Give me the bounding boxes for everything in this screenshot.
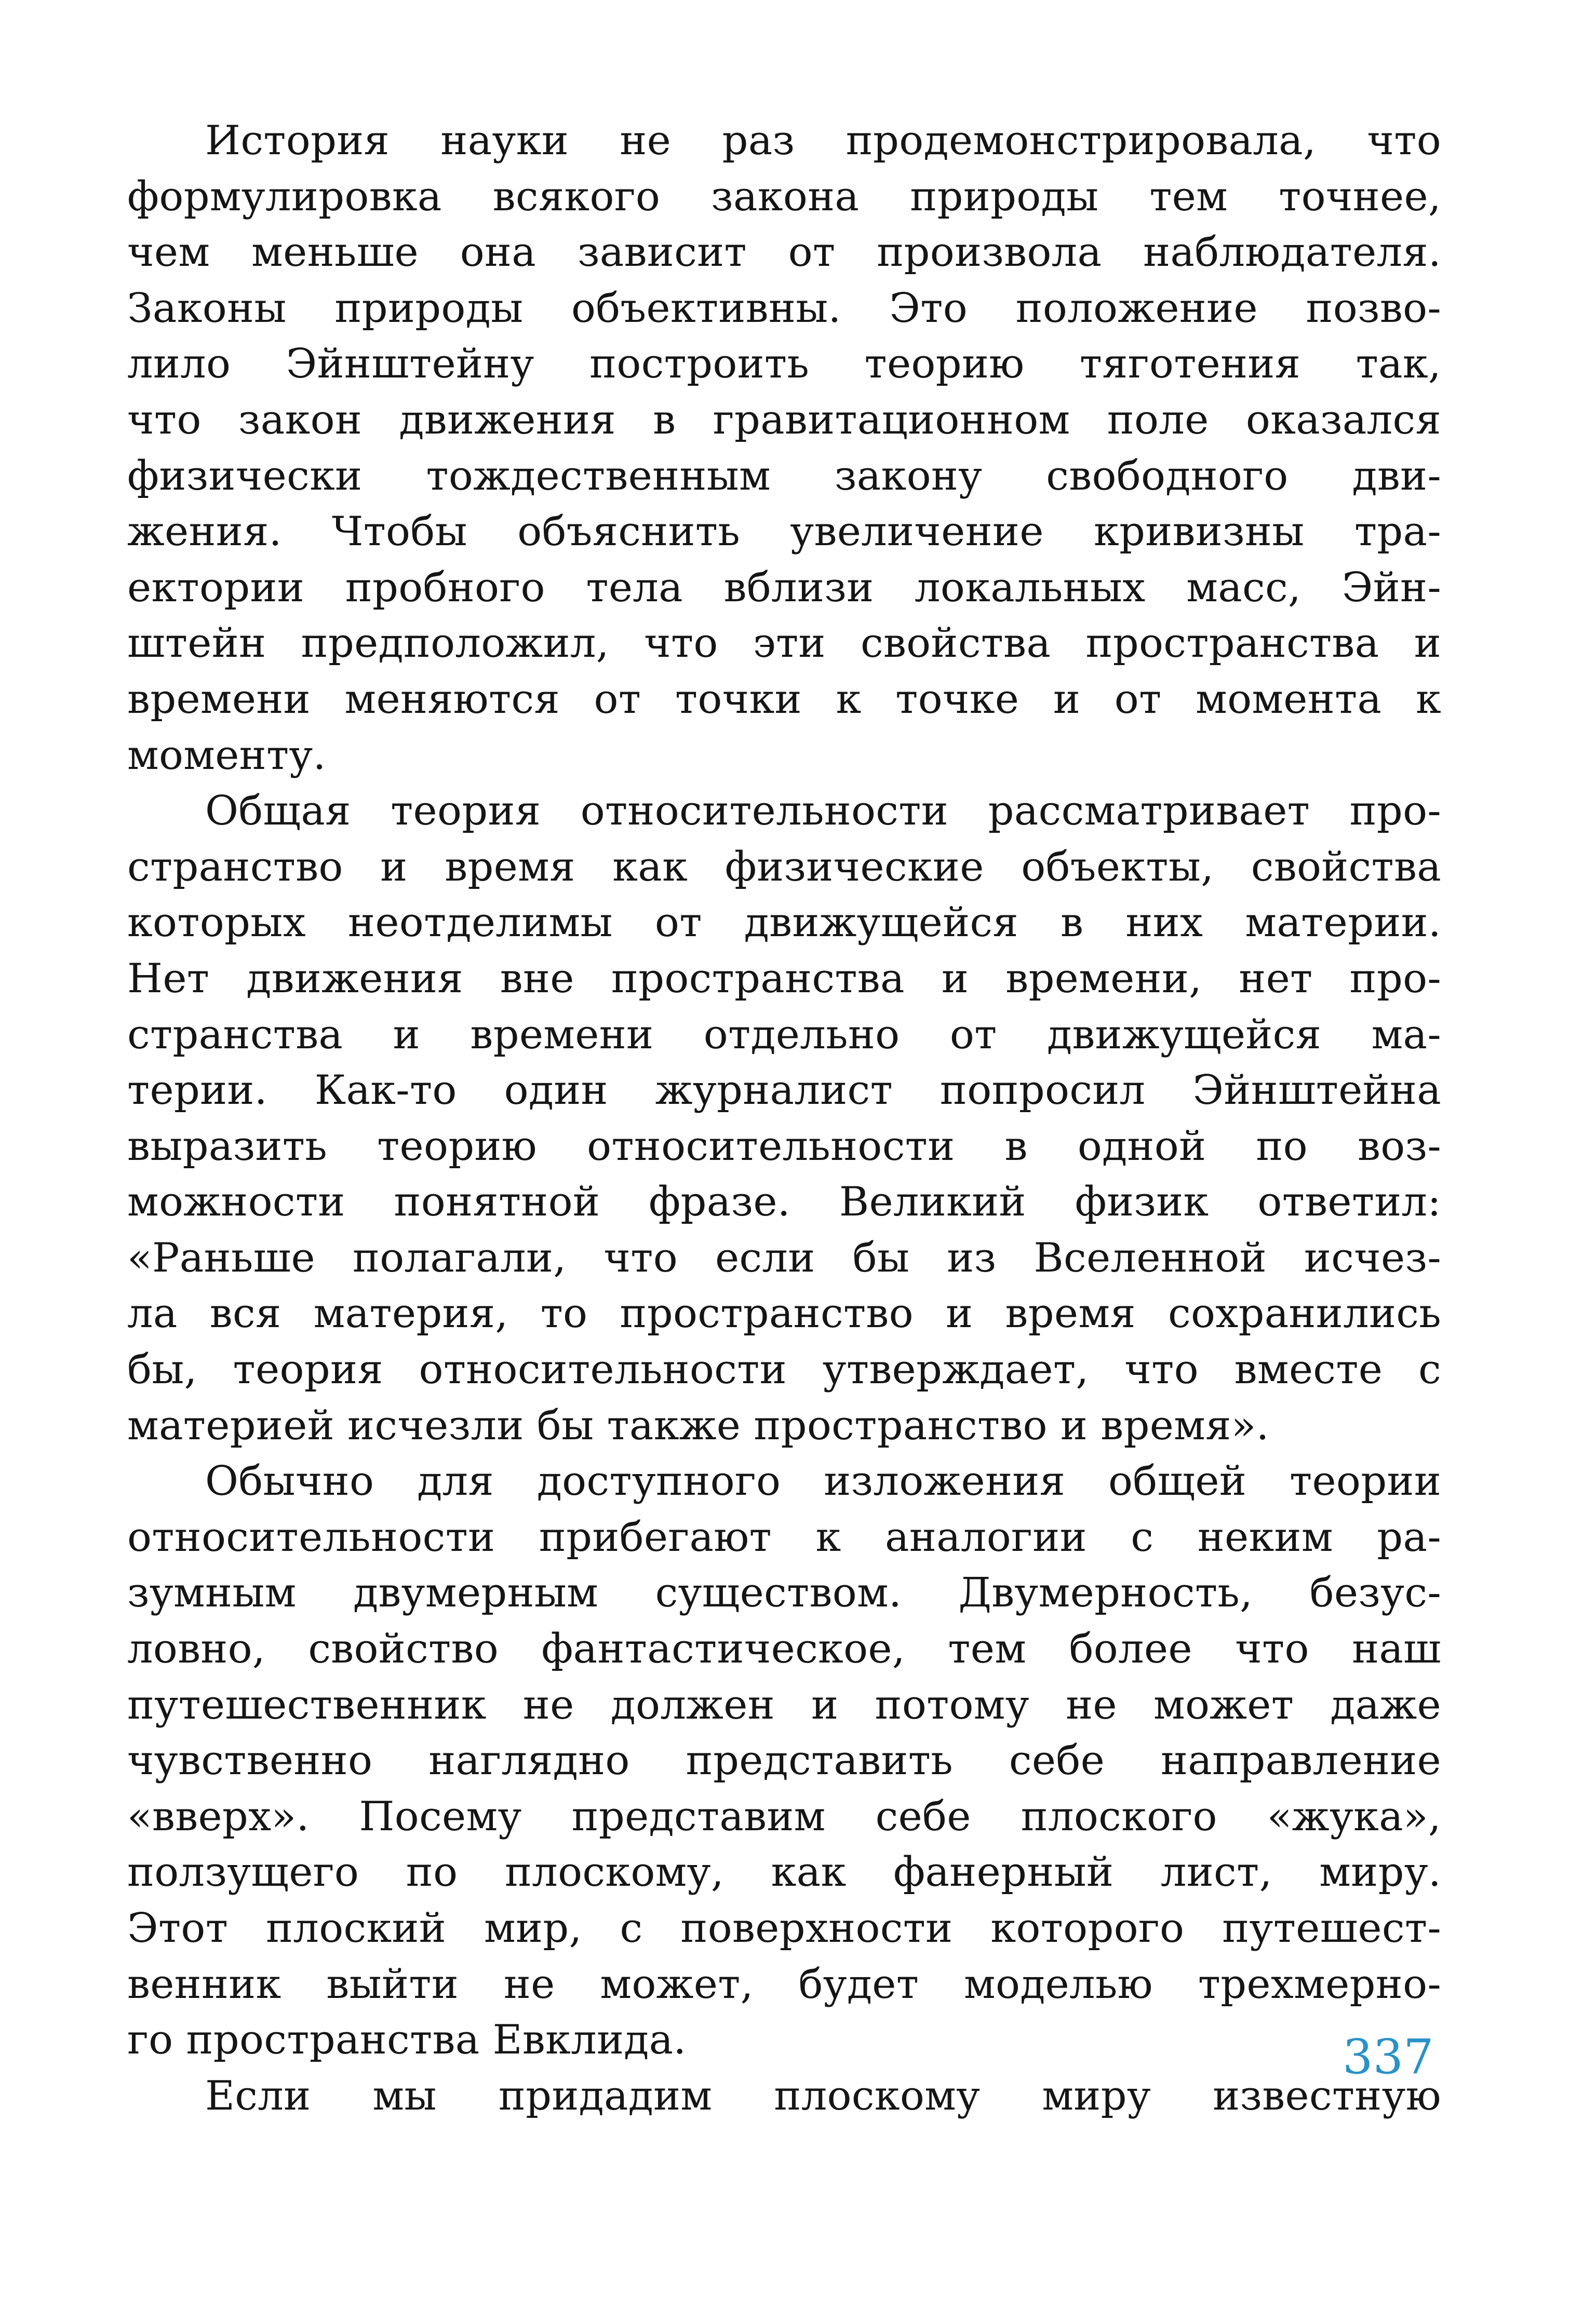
text-line: лило Эйнштейну построить теорию тяготения так, bbox=[127, 341, 1441, 388]
text-line: что закон движения в гравитационном поле оказался bbox=[127, 396, 1441, 443]
text-line: физически тождественным закону свободного дви- bbox=[127, 452, 1441, 499]
text-line: Законы природы объективны. Это положение позво- bbox=[127, 285, 1441, 332]
text-line: Если мы придадим плоскому миру известную bbox=[205, 2072, 1441, 2119]
text-line: жения. Чтобы объяснить увеличение кривизны тра- bbox=[127, 508, 1441, 556]
text-line: странство и время как физические объекты, свойства bbox=[127, 843, 1441, 890]
text-line: можности понятной фразе. Великий физик ответил: bbox=[127, 1179, 1441, 1226]
text-line: относительности прибегают к аналогии с неким ра- bbox=[127, 1514, 1441, 1561]
text-line: чувственно наглядно представить себе направление bbox=[127, 1737, 1441, 1785]
text-line: формулировка всякого закона природы тем точнее, bbox=[127, 173, 1441, 220]
text-line: штейн предположил, что эти свойства пространства и bbox=[127, 620, 1441, 667]
text-line: моменту. bbox=[127, 732, 326, 779]
text-line: терии. Как-то один журналист попросил Эйнштейна bbox=[127, 1067, 1441, 1114]
text-line: ползущего по плоскому, как фанерный лист, миру. bbox=[127, 1849, 1441, 1896]
text-line: Этот плоский мир, с поверхности которого путешест- bbox=[127, 1905, 1441, 1952]
text-line: времени меняются от точки к точке и от момента к bbox=[127, 675, 1441, 723]
page-number: 337 bbox=[1343, 2029, 1434, 2085]
text-line: выразить теорию относительности в одной по воз- bbox=[127, 1123, 1441, 1170]
text-line: ловно, свойство фантастическое, тем более что наш bbox=[127, 1626, 1441, 1673]
text-line: зумным двумерным существом. Двумерность, безус- bbox=[127, 1570, 1441, 1617]
text-line: «Раньше полагали, что если бы из Вселенной исчез- bbox=[127, 1234, 1441, 1281]
text-line: путешественник не должен и потому не может даже bbox=[127, 1681, 1441, 1728]
text-line: Нет движения вне пространства и времени, нет про- bbox=[127, 955, 1441, 1002]
text-line: Обычно для доступного изложения общей теории bbox=[205, 1458, 1441, 1505]
text-line: которых неотделимы от движущейся в них материи. bbox=[127, 899, 1441, 947]
text-line: чем меньше она зависит от произвола наблюдателя. bbox=[127, 229, 1441, 276]
text-line: материей исчезли бы также пространство и время». bbox=[127, 1402, 1269, 1449]
text-line: венник выйти не может, будет моделью трехмерно- bbox=[127, 1961, 1441, 2008]
text-line: История науки не раз продемонстрировала, что bbox=[205, 117, 1441, 164]
body-text bbox=[127, 113, 1441, 2124]
text-line: странства и времени отдельно от движущейся ма- bbox=[127, 1011, 1441, 1058]
text-line: «вверх». Посему представим себе плоского «жука», bbox=[127, 1793, 1441, 1840]
text-line: ла вся материя, то пространство и время сохранились bbox=[127, 1290, 1441, 1337]
text-line: бы, теория относительности утверждает, что вместе с bbox=[127, 1346, 1441, 1394]
text-line: го пространства Евклида. bbox=[127, 2017, 687, 2064]
text-line: Общая теория относительности рассматривает про- bbox=[205, 788, 1441, 835]
text-line: ектории пробного тела вблизи локальных масс, Эйн- bbox=[127, 564, 1441, 611]
